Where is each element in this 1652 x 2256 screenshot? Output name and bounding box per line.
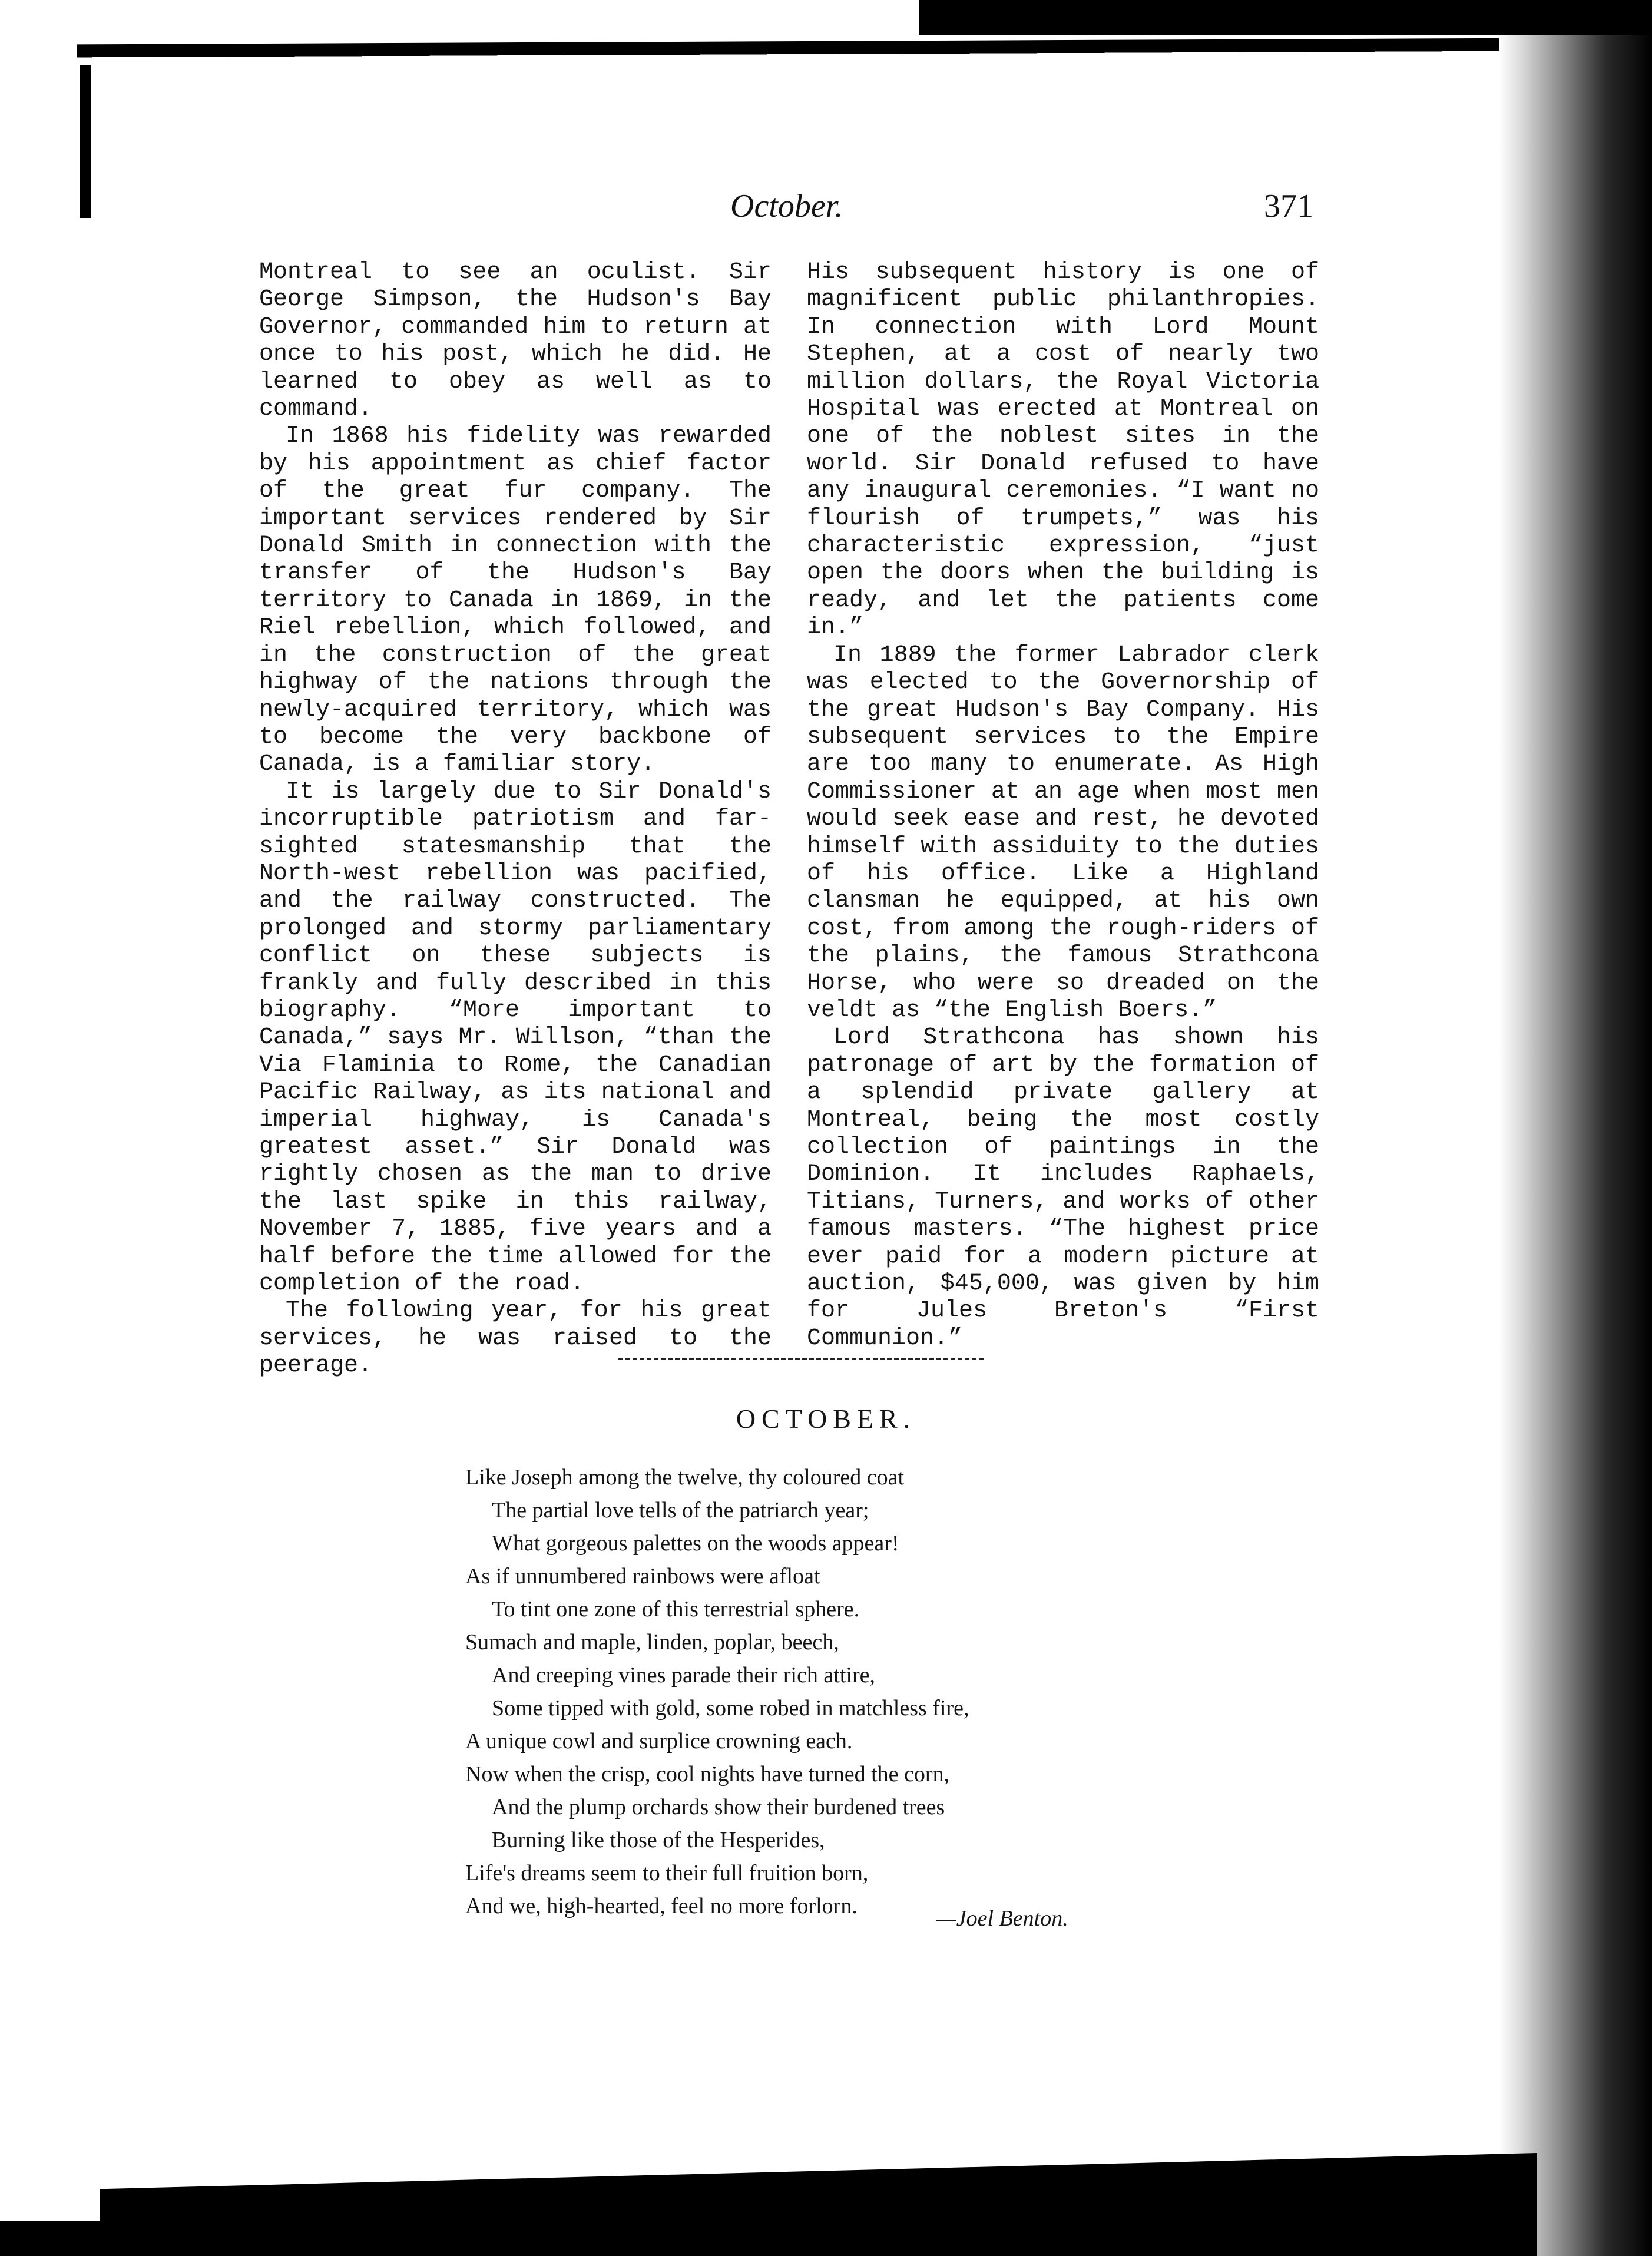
scan-edge-bottom xyxy=(100,2153,1537,2256)
poem-line: What gorgeous palettes on the woods appear! xyxy=(492,1531,899,1556)
poem-line: Life's dreams seem to their full fruition born, xyxy=(465,1861,869,1885)
scan-edge-right xyxy=(1499,35,1652,2256)
scan-edge-bottom-corner xyxy=(0,2221,100,2256)
poem-line: Now when the crisp, cool nights have turned the corn, xyxy=(465,1762,950,1787)
poem-attribution: —Joel Benton. xyxy=(936,1906,1068,1931)
page-number: 371 xyxy=(1264,188,1313,224)
section-divider xyxy=(618,1358,984,1360)
paragraph: Montreal to see an oculist. Sir George Simpson, the Hudson's Bay Governor, commanded him to return at once to his post, which he did. He learned to obey as well as to command. xyxy=(259,259,772,423)
page-header xyxy=(259,187,1319,234)
paragraph: The following year, for his great services, he was raised to the peerage. xyxy=(259,1298,772,1380)
scan-edge-top-line xyxy=(77,38,1525,68)
paragraph: His subsequent history is one of magnificent public philanthropies. In connection with Lord Mount Stephen, at a cost of nearly two million dollars, the Royal Victoria Hospital was erected at Montreal on one of the noblest sites in the world. Sir Donald refused to have any inaugural ceremonies. “I want no flourish of trumpets,” was his characteristic expression, “just open the doors when the building is ready, and let the patients come in.” xyxy=(807,259,1319,641)
paragraph: It is largely due to Sir Donald's incorruptible patriotism and far-sighted statesmanship that the North-west rebellion was pacified, and the railway constructed. The prolonged and stormy parliamentary conflict on these subjects is frankly and fully described in this biography. “More important to Canada,” says Mr. Willson, “than the Via Flaminia to Rome, the Canadian Pacific Railway, as its national and imperial highway, is Canada's greatest asset.” Sir Donald was rightly chosen as the man to drive the last spike in this railway, November 7, 1885, five years and a half before the time allowed for the completion of the road. xyxy=(259,778,772,1298)
poem-line: To tint one zone of this terrestrial sphere. xyxy=(492,1597,860,1622)
scan-edge-top xyxy=(919,0,1652,35)
poem-body xyxy=(465,1461,1172,1923)
scan-edge-left xyxy=(80,65,91,218)
poem-line: And the plump orchards show their burdened trees xyxy=(492,1795,945,1820)
article-column-right xyxy=(807,259,1319,1352)
poem-line: The partial love tells of the patriarch year; xyxy=(492,1498,869,1523)
poem-line: Like Joseph among the twelve, thy coloured coat xyxy=(465,1465,905,1490)
poem-line: As if unnumbered rainbows were afloat xyxy=(465,1564,820,1589)
poem-line: Sumach and maple, linden, poplar, beech, xyxy=(465,1630,839,1655)
poem-line: And creeping vines parade their rich attire, xyxy=(492,1663,875,1688)
poem-line: And we, high-hearted, feel no more forlorn. xyxy=(465,1894,858,1918)
paragraph: Lord Strathcona has shown his patronage of art by the formation of a splendid private gallery at Montreal, being the most costly collection of paintings in the Dominion. It includes Raphaels, Titians, Turners, and works of other famous masters. “The highest price ever paid for a modern picture at auction, $45,000, was given by him for Jules Breton's “First Communion.” xyxy=(807,1024,1319,1352)
poem-line: Some tipped with gold, some robed in matchless fire, xyxy=(492,1696,969,1721)
paragraph: In 1868 his fidelity was rewarded by his appointment as chief factor of the great fur company. The important services rendered by Sir Donald Smith in connection with the transfer of the Hudson's Bay territory to Canada in 1869, in the Riel rebellion, which followed, and in the construction of the great highway of the nations through the newly-acquired territory, which was to become the very backbone of Canada, is a familiar story. xyxy=(259,423,772,778)
paragraph: In 1889 the former Labrador clerk was elected to the Governorship of the great Hudson's Bay Company. His subsequent services to the Empire are too many to enumerate. As High Commissioner at an age when most men would seek ease and rest, he devoted himself with assiduity to the duties of his office. Like a Highland clansman he equipped, at his own cost, from among the rough-riders of the plains, the famous Strathcona Horse, who were so dreaded on the veldt as “the English Boers.” xyxy=(807,641,1319,1024)
poem-title: OCTOBER. xyxy=(736,1404,916,1434)
running-title: October. xyxy=(730,188,843,224)
poem-line: A unique cowl and surplice crowning each. xyxy=(465,1729,853,1754)
article-column-left xyxy=(259,259,772,1380)
poem-line: Burning like those of the Hesperides, xyxy=(492,1828,825,1853)
